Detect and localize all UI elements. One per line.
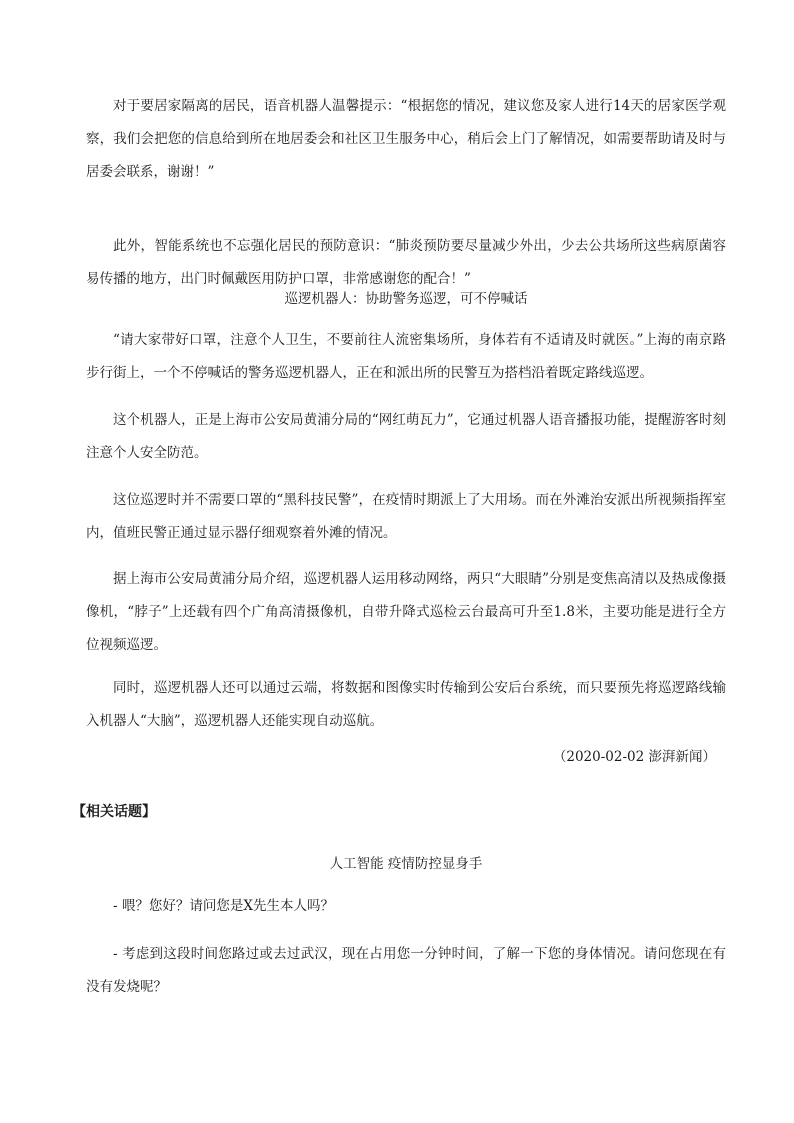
paragraph-home-isolation: 对于要居家隔离的居民，语音机器人温馨提示：“根据您的情况，建议您及家人进行14天的居家医学观察，我们会把您的信息给到所在地居委会和社区卫生服务中心，稍后会上门了解情况，如需要帮助请及时与居委会联系，谢谢！”	[86, 98, 726, 180]
paragraph-robot-features: 据上海市公安局黄浦分局介绍，巡逻机器人运用移动网络，两只“大眼睛”分别是变焦高清以及热成像摄像机，“脖子”上还载有四个广角高清摄像机，自带升降式巡检云台最高可升至1.8米，主要功能是进行全方位视频巡逻。	[86, 571, 726, 653]
paragraph-patrol-robot: “请大家带好口罩，注意个人卫生，不要前往人流密集场所，身体若有不适请及时就医。”上海的南京路步行街上，一个不停喊话的警务巡逻机器人，正在和派出所的民警互为搭档沿着既定路线巡逻。	[86, 332, 726, 381]
dialogue-line-2: - 考虑到这段时间您路过或去过武汉，现在占用您一分钟时间，了解一下您的身体情况。请问您现在有没有发烧呢？	[86, 946, 726, 995]
paragraph-cloud: 同时，巡逻机器人还可以通过云端，将数据和图像实时传输到公安后台系统，而只要预先将巡逻路线输入机器人“大脑”，巡逻机器人还能实现自动巡航。	[86, 680, 726, 729]
paragraph-prevention: 此外，智能系统也不忘强化居民的预防意识：“肺炎预防要尽量减少外出，少去公共场所这些病原菌容易传播的地方，出门时佩戴医用防护口罩，非常感谢您的配合！”	[86, 238, 726, 287]
source-note: （2020-02-02 澎湃新闻）	[552, 749, 716, 765]
paragraph-robot-intro: 这个机器人，正是上海市公安局黄浦分局的“网红萌瓦力”，它通过机器人语音播报功能，提醒游客时刻注意个人安全防范。	[86, 412, 726, 461]
related-topic-title: 人工智能 疫情防控显身手	[329, 856, 483, 872]
dialogue-line-1: - 喂？您好？请问您是X先生本人吗？	[113, 898, 334, 914]
related-topics-heading: 【相关话题】	[72, 804, 156, 820]
paragraph-tech-police: 这位巡逻时并不需要口罩的“黑科技民警”，在疫情时期派上了大用场。而在外滩治安派出所视频指挥室内，值班民警正通过显示器仔细观察着外滩的情况。	[86, 492, 726, 541]
section-subheading: 巡逻机器人：协助警务巡逻，可不停喊话	[284, 291, 528, 307]
